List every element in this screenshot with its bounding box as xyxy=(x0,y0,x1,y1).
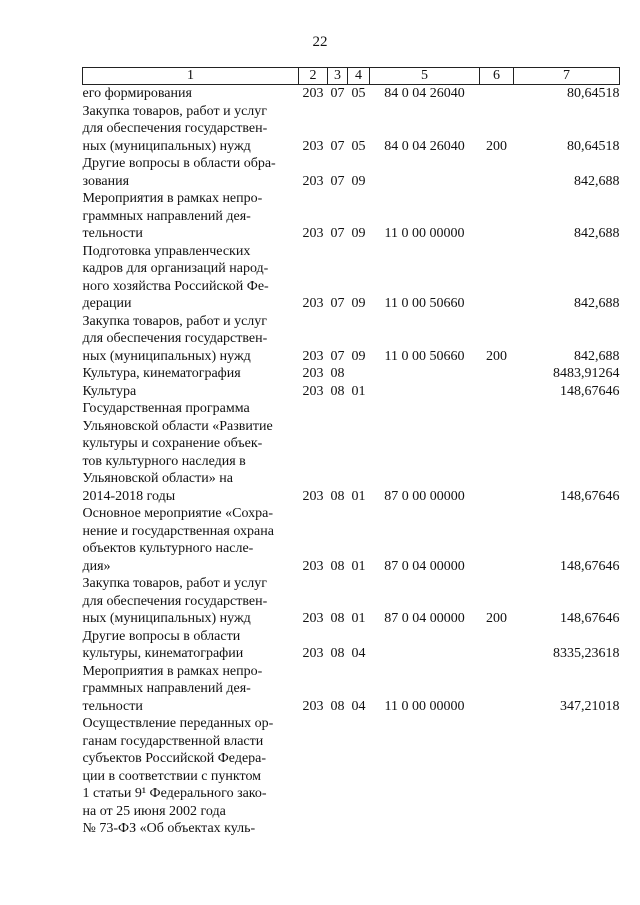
header-amount: 7 xyxy=(514,68,620,85)
cell-section: 07 xyxy=(330,296,345,311)
row-name xyxy=(83,365,299,383)
row-name-line: граммных направлений дея- xyxy=(82,681,251,696)
header-admin: 2 xyxy=(299,68,328,85)
cell-target: 84 0 04 26040 xyxy=(384,86,465,101)
row-name-line: субъектов Российской Федера- xyxy=(82,751,267,766)
row-name-line: Подготовка управленческих xyxy=(82,243,251,259)
cell-subsection: 09 xyxy=(351,348,366,364)
row-name-line: Ульяновской области «Развитие xyxy=(82,418,273,434)
row-name-line: на от 25 июня 2002 года xyxy=(82,803,226,819)
cell-amount: 148,67646 xyxy=(560,488,620,504)
table-row xyxy=(83,400,620,505)
table-row xyxy=(83,190,620,243)
cell-subsection: 01 xyxy=(351,383,366,399)
row-name xyxy=(83,628,299,663)
cell-amount: 842,688 xyxy=(574,296,620,311)
cell-admin: 203 xyxy=(302,366,324,381)
row-name-line: Ульяновской области» на xyxy=(82,471,233,486)
cell-amount: 80,64518 xyxy=(567,86,620,101)
cell-admin: 203 xyxy=(302,173,324,189)
table-row xyxy=(83,663,620,716)
table-row xyxy=(83,313,620,366)
row-name-line: № 73-ФЗ «Об объектах куль- xyxy=(82,821,256,836)
cell-section: 08 xyxy=(330,558,345,574)
row-name-line: Основное мероприятие «Сохра- xyxy=(82,506,273,521)
cell-vid xyxy=(480,383,514,401)
cell-section: 08 xyxy=(330,383,345,399)
cell-section: 07 xyxy=(330,348,345,364)
cell-vid: 200 xyxy=(486,348,507,364)
cell-section: 08 xyxy=(330,611,345,626)
row-name-line: Культура, кинематография xyxy=(82,366,241,381)
cell-vid xyxy=(480,505,514,575)
cell-section: 07 xyxy=(330,138,345,154)
row-name xyxy=(83,190,299,243)
row-name xyxy=(83,400,299,505)
row-name-line: Другие вопросы в области xyxy=(82,628,241,644)
cell-target: 87 0 04 00000 xyxy=(384,558,465,574)
row-name-line: Мероприятия в рамках непро- xyxy=(82,663,263,679)
row-name xyxy=(83,505,299,575)
cell-target xyxy=(370,383,480,401)
cell-vid: 200 xyxy=(486,611,507,626)
row-name-line: для обеспечения государствен- xyxy=(82,331,268,346)
cell-target xyxy=(370,628,480,663)
row-name xyxy=(83,103,299,156)
cell-vid xyxy=(480,155,514,190)
row-name-line: кадров для организаций народ- xyxy=(82,261,269,276)
row-name xyxy=(83,663,299,716)
row-name-line: ции в соответствии с пунктом xyxy=(82,768,262,784)
header-subsection: 4 xyxy=(348,68,370,85)
cell-target: 11 0 00 00000 xyxy=(384,698,465,714)
cell-target: 87 0 00 00000 xyxy=(384,488,465,504)
cell-admin: 203 xyxy=(302,86,324,101)
cell-amount: 842,688 xyxy=(574,348,620,364)
row-name-line: его формирования xyxy=(82,86,192,101)
cell-subsection: 09 xyxy=(351,173,366,189)
table-row xyxy=(83,383,620,401)
row-name-line: Государственная программа xyxy=(82,401,250,416)
cell-subsection: 05 xyxy=(351,86,366,101)
cell-amount xyxy=(514,715,620,838)
cell-admin: 203 xyxy=(302,698,324,714)
cell-subsection: 05 xyxy=(351,138,366,154)
row-name xyxy=(83,85,299,103)
cell-subsection: 01 xyxy=(351,611,366,626)
row-name xyxy=(83,715,299,838)
cell-vid xyxy=(480,628,514,663)
cell-section: 08 xyxy=(330,488,345,504)
row-name-line: культуры, кинематографии xyxy=(82,646,244,661)
cell-admin: 203 xyxy=(302,348,324,364)
cell-admin: 203 xyxy=(302,296,324,311)
cell-section: 07 xyxy=(330,173,345,189)
table-row xyxy=(83,575,620,628)
table-header-row xyxy=(83,68,620,85)
row-name xyxy=(83,155,299,190)
header-name: 1 xyxy=(83,68,299,85)
header-vid: 6 xyxy=(480,68,514,85)
table-row xyxy=(83,628,620,663)
row-name-line: нение и государственная охрана xyxy=(82,523,274,539)
cell-amount: 148,67646 xyxy=(560,611,620,626)
cell-amount: 347,21018 xyxy=(560,698,620,714)
cell-subsection: 01 xyxy=(351,488,366,504)
page-number: 22 xyxy=(312,34,328,50)
row-name xyxy=(83,313,299,366)
cell-section: 07 xyxy=(330,226,345,241)
cell-subsection: 09 xyxy=(351,226,366,241)
row-name-line: граммных направлений дея- xyxy=(82,208,251,224)
cell-amount: 8335,23618 xyxy=(553,646,620,661)
table-row xyxy=(83,365,620,383)
cell-vid xyxy=(480,85,514,103)
table-row xyxy=(83,103,620,156)
cell-amount: 148,67646 xyxy=(560,383,620,399)
header-section: 3 xyxy=(328,68,348,85)
row-name-line: тельности xyxy=(82,698,143,714)
row-name-line: ных (муниципальных) нужд xyxy=(82,611,251,626)
cell-vid xyxy=(480,663,514,716)
cell-vid xyxy=(480,400,514,505)
row-name-line: Осуществление переданных ор- xyxy=(82,716,274,731)
cell-vid xyxy=(480,715,514,838)
row-name-line: Закупка товаров, работ и услуг xyxy=(82,313,268,329)
cell-admin: 203 xyxy=(302,646,324,661)
cell-amount: 148,67646 xyxy=(560,558,620,574)
row-name-line: Другие вопросы в области обра- xyxy=(82,156,276,171)
row-name-line: 2014-2018 годы xyxy=(82,488,176,504)
cell-target: 11 0 00 00000 xyxy=(384,226,465,241)
row-name-line: для обеспечения государствен- xyxy=(82,121,268,136)
row-name-line: дия» xyxy=(82,558,111,574)
cell-subsection: 09 xyxy=(351,296,366,311)
row-name-line: ного хозяйства Российской Фе- xyxy=(82,278,269,294)
row-name-line: культуры и сохранение объек- xyxy=(82,436,263,451)
row-name-line: объектов культурного насле- xyxy=(82,541,254,556)
cell-subsection xyxy=(348,365,370,383)
cell-amount: 842,688 xyxy=(574,173,620,189)
row-name-line: Культура xyxy=(82,383,137,399)
cell-subsection: 04 xyxy=(351,646,366,661)
row-name-line: ных (муниципальных) нужд xyxy=(82,138,251,154)
budget-table xyxy=(82,67,620,838)
table-row xyxy=(83,505,620,575)
cell-subsection: 04 xyxy=(351,698,366,714)
row-name-line: тов культурного наследия в xyxy=(82,453,246,469)
row-name-line: ганам государственной власти xyxy=(82,733,264,749)
cell-amount: 8483,91264 xyxy=(553,366,620,381)
row-name-line: зования xyxy=(82,173,130,189)
cell-admin: 203 xyxy=(302,488,324,504)
row-name xyxy=(83,243,299,313)
cell-section: 08 xyxy=(330,646,345,661)
row-name-line: 1 статьи 9¹ Федерального зако- xyxy=(82,786,267,801)
cell-target xyxy=(370,715,480,838)
cell-amount: 80,64518 xyxy=(567,138,620,154)
cell-subsection: 01 xyxy=(351,558,366,574)
row-name-line: дерации xyxy=(82,296,132,311)
cell-vid: 200 xyxy=(486,138,507,154)
cell-admin xyxy=(299,715,328,838)
cell-admin: 203 xyxy=(302,383,324,399)
cell-section xyxy=(328,715,348,838)
table-row xyxy=(83,243,620,313)
cell-admin: 203 xyxy=(302,611,324,626)
row-name xyxy=(83,383,299,401)
cell-admin: 203 xyxy=(302,226,324,241)
cell-target xyxy=(370,155,480,190)
table-row xyxy=(83,85,620,103)
cell-target xyxy=(370,365,480,383)
cell-amount: 842,688 xyxy=(574,226,620,241)
row-name-line: Мероприятия в рамках непро- xyxy=(82,191,263,206)
cell-target: 11 0 00 50660 xyxy=(384,296,465,311)
cell-section: 08 xyxy=(330,698,345,714)
cell-target: 87 0 04 00000 xyxy=(384,611,465,626)
cell-vid xyxy=(480,243,514,313)
cell-target: 11 0 00 50660 xyxy=(384,348,465,364)
header-target: 5 xyxy=(370,68,480,85)
cell-subsection xyxy=(348,715,370,838)
row-name-line: Закупка товаров, работ и услуг xyxy=(82,576,268,591)
row-name-line: Закупка товаров, работ и услуг xyxy=(82,103,268,119)
row-name xyxy=(83,575,299,628)
cell-section: 07 xyxy=(330,86,345,101)
cell-vid xyxy=(480,190,514,243)
row-name-line: для обеспечения государствен- xyxy=(82,593,268,609)
table-row xyxy=(83,715,620,838)
cell-vid xyxy=(480,365,514,383)
row-name-line: ных (муниципальных) нужд xyxy=(82,348,251,364)
cell-admin: 203 xyxy=(302,138,324,154)
row-name-line: тельности xyxy=(82,226,143,241)
cell-admin: 203 xyxy=(302,558,324,574)
cell-target: 84 0 04 26040 xyxy=(384,138,465,154)
table-row xyxy=(83,155,620,190)
table-body xyxy=(83,85,620,838)
cell-section: 08 xyxy=(330,366,345,381)
